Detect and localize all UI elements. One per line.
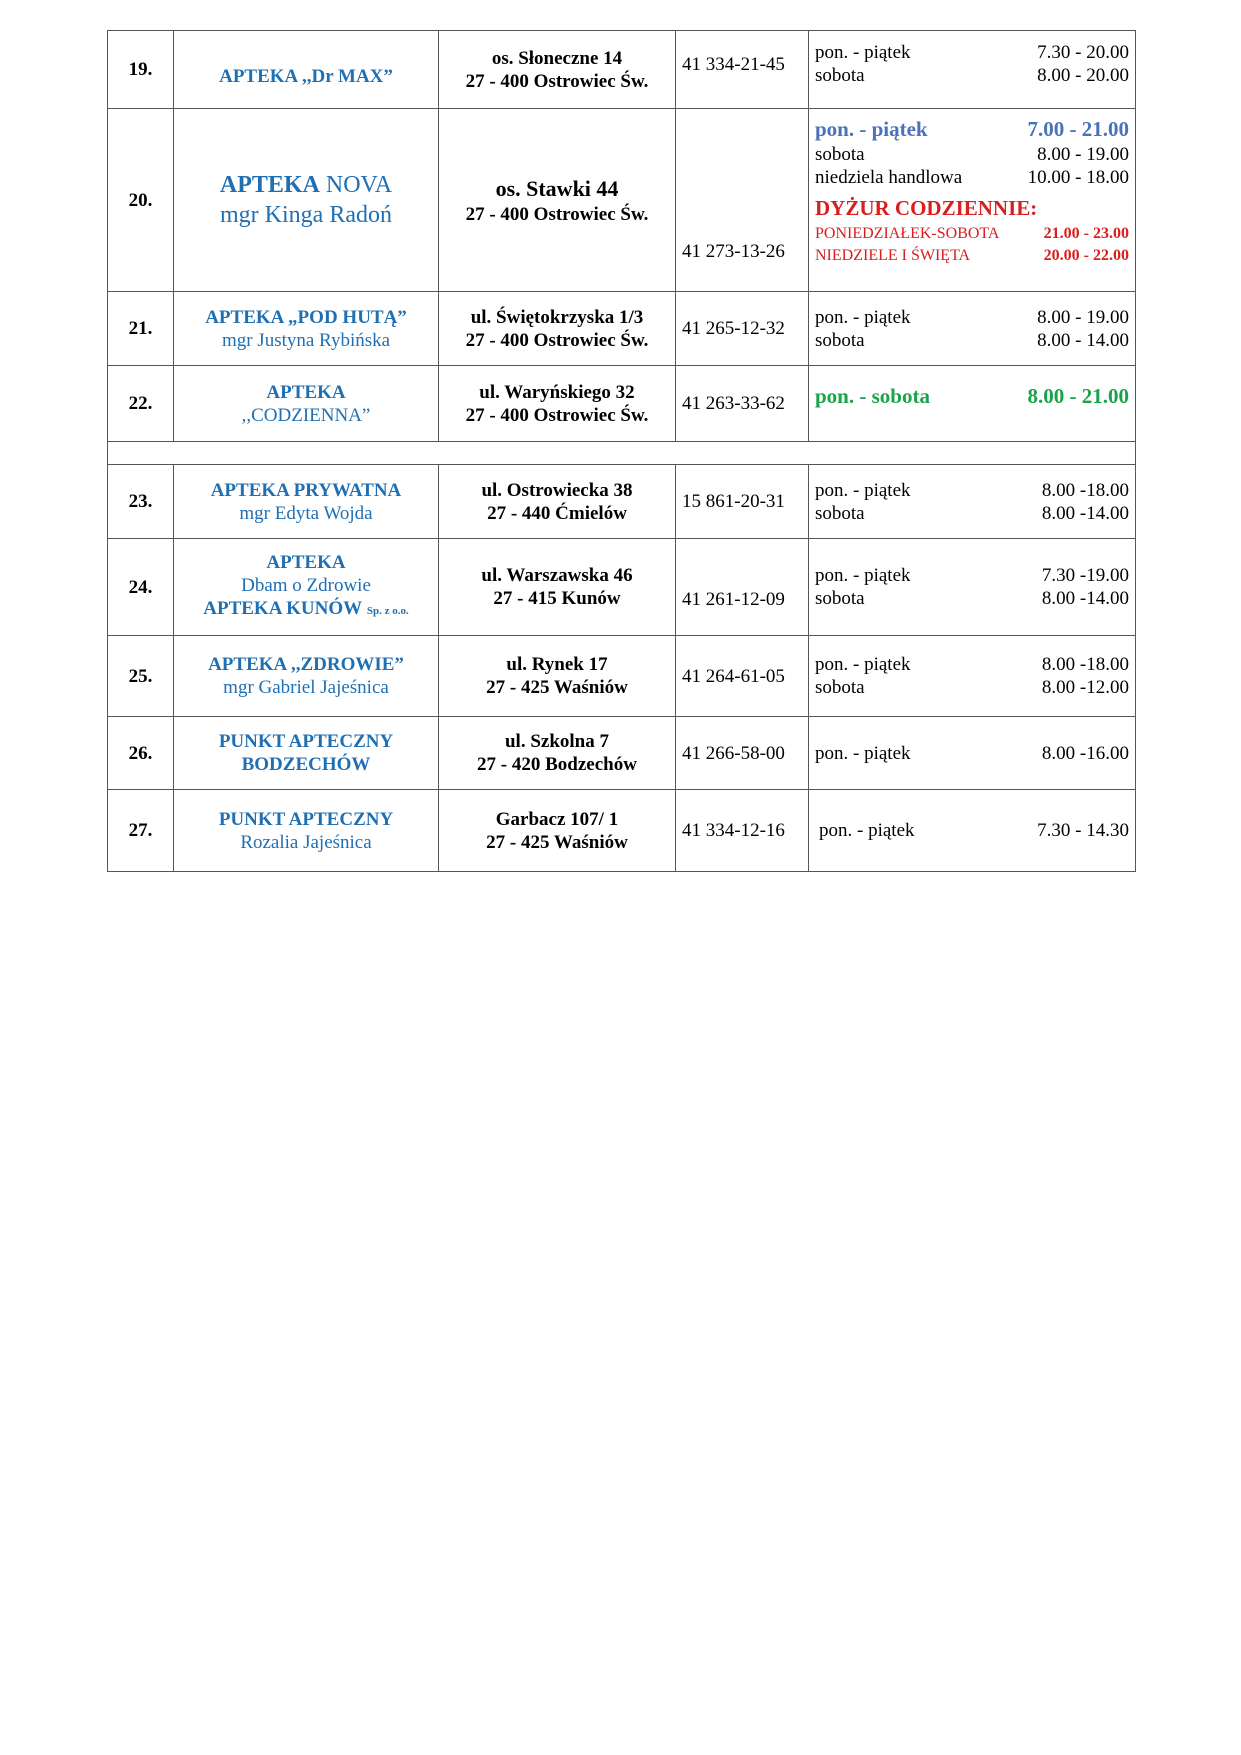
hours-row: pon. - piątek 7.30 - 14.30: [819, 820, 1129, 841]
pharmacy-name: [174, 717, 439, 790]
address-street: os. Stawki 44: [495, 175, 619, 201]
table-row: [108, 636, 1136, 717]
pharmacy-address: [439, 465, 676, 539]
hours-row-main: pon. - piątek 7.00 - 21.00: [815, 117, 1129, 141]
pharmacy-name-line: PUNKT APTECZNY: [218, 808, 394, 830]
pharmacy-name-line: APTEKA „POD HUTĄ”: [205, 306, 407, 328]
pharmacy-table: [107, 30, 1136, 872]
pharmacy-owner: mgr Kinga Radoń: [220, 202, 392, 228]
pharmacy-phone: 41 334-12-16: [676, 790, 809, 872]
pharmacy-phone: 41 265-12-32: [676, 292, 809, 366]
pharmacy-address: [439, 790, 676, 872]
row-number: 25.: [108, 636, 174, 717]
opening-hours: [809, 636, 1136, 717]
table-row: [108, 31, 1136, 109]
address-city: 27 - 425 Waśniów: [486, 677, 628, 698]
table-row: [108, 790, 1136, 872]
address-city: 27 - 415 Kunów: [493, 588, 621, 609]
address-city: 27 - 425 Waśniów: [486, 831, 628, 853]
pharmacy-name-line: PUNKT APTECZNY: [218, 731, 394, 752]
row-number: 23.: [108, 465, 174, 539]
address-street: ul. Rynek 17: [506, 654, 608, 675]
pharmacy-phone: 41 273-13-26: [676, 109, 809, 292]
pharmacy-name-line: APTEKA NOVA: [219, 172, 393, 198]
pharmacy-address: [439, 717, 676, 790]
hours-row: sobota 8.00 -14.00: [815, 502, 1129, 524]
row-number: 19.: [108, 31, 174, 109]
pharmacy-name-line: APTEKA ,,ZDROWIE”: [208, 654, 404, 675]
hours-row: pon. - piątek 7.30 - 20.00: [815, 42, 1129, 63]
address-street: ul. Ostrowiecka 38: [481, 479, 633, 501]
opening-hours: [809, 109, 1136, 292]
pharmacy-owner: mgr Gabriel Jajeśnica: [223, 677, 389, 698]
pharmacy-phone: 41 264-61-05: [676, 636, 809, 717]
table-row: [108, 717, 1136, 790]
pharmacy-name-line: APTEKA: [266, 552, 346, 573]
opening-hours: [809, 31, 1136, 109]
address-street: os. Słoneczne 14: [491, 47, 623, 69]
pharmacy-name-line: BODZECHÓW: [241, 754, 371, 775]
address-street: Garbacz 107/ 1: [495, 808, 619, 830]
pharmacy-name: [174, 465, 439, 539]
hours-row: niedziela handlowa 10.00 - 18.00: [815, 167, 1129, 188]
hours-row: sobota 8.00 - 20.00: [815, 65, 1129, 86]
pharmacy-name-line: Dbam o Zdrowie: [241, 575, 371, 596]
table-row-spacer: [108, 442, 1136, 465]
opening-hours: [809, 539, 1136, 636]
row-number: 21.: [108, 292, 174, 366]
pharmacy-address: [439, 366, 676, 442]
row-number: 26.: [108, 717, 174, 790]
pharmacy-name: [174, 31, 439, 109]
row-number: 22.: [108, 366, 174, 442]
hours-row: pon. - piątek 8.00 -18.00: [815, 654, 1129, 675]
pharmacy-phone: 41 266-58-00: [676, 717, 809, 790]
pharmacy-name: [174, 636, 439, 717]
opening-hours: [809, 465, 1136, 539]
pharmacy-name: [174, 790, 439, 872]
pharmacy-owner: Rozalia Jajeśnica: [240, 831, 372, 853]
hours-row: pon. - piątek 7.30 -19.00: [815, 565, 1129, 586]
hours-row: pon. - piątek 8.00 -16.00: [815, 742, 1129, 764]
duty-row: PONIEDZIAŁEK-SOBOTA 21.00 - 23.00: [815, 225, 1129, 242]
pharmacy-address: [439, 109, 676, 292]
pharmacy-name: [174, 539, 439, 636]
opening-hours: [809, 717, 1136, 790]
row-number: 27.: [108, 790, 174, 872]
pharmacy-name-line: ,,CODZIENNA”: [241, 404, 371, 426]
hours-row: sobota 8.00 -14.00: [815, 588, 1129, 609]
pharmacy-address: [439, 636, 676, 717]
pharmacy-name-line: APTEKA: [266, 381, 346, 403]
address-street: ul. Waryńskiego 32: [479, 381, 635, 403]
pharmacy-phone: 41 334-21-45: [676, 31, 809, 109]
address-city: 27 - 420 Bodzechów: [477, 754, 637, 775]
opening-hours: [809, 366, 1136, 442]
pharmacy-owner: mgr Justyna Rybińska: [221, 329, 391, 351]
hours-row: pon. - piątek 8.00 - 19.00: [815, 306, 1129, 328]
pharmacy-name: [174, 292, 439, 366]
row-number: 24.: [108, 539, 174, 636]
address-street: ul. Warszawska 46: [481, 565, 633, 586]
opening-hours: [809, 790, 1136, 872]
hours-row: sobota 8.00 -12.00: [815, 677, 1129, 698]
pharmacy-address: [439, 539, 676, 636]
pharmacy-phone: 41 261-12-09: [676, 539, 809, 636]
duty-row: NIEDZIELE I ŚWIĘTA 20.00 - 22.00: [815, 247, 1129, 264]
address-city: 27 - 400 Ostrowiec Św.: [465, 203, 649, 225]
pharmacy-name: [174, 366, 439, 442]
pharmacy-name-line: APTEKA ,,Dr MAX”: [219, 66, 393, 87]
pharmacy-name-line: APTEKA KUNÓW Sp. z o.o.: [203, 598, 409, 619]
row-number: 20.: [108, 109, 174, 292]
table-row: [108, 465, 1136, 539]
hours-row: sobota 8.00 - 14.00: [815, 329, 1129, 351]
address-city: 27 - 400 Ostrowiec Św.: [465, 404, 649, 426]
table-row: [108, 109, 1136, 292]
pharmacy-name-line: APTEKA PRYWATNA: [210, 479, 402, 501]
hours-row: sobota 8.00 - 19.00: [815, 144, 1129, 165]
opening-hours: [809, 292, 1136, 366]
address-city: 27 - 400 Ostrowiec Św.: [465, 70, 649, 92]
pharmacy-name: [174, 109, 439, 292]
pharmacy-address: [439, 31, 676, 109]
address-city: 27 - 440 Ćmielów: [487, 502, 627, 524]
address-street: ul. Szkolna 7: [504, 731, 609, 752]
pharmacy-address: [439, 292, 676, 366]
pharmacy-owner: mgr Edyta Wojda: [239, 502, 373, 524]
table-row: [108, 292, 1136, 366]
pharmacy-phone: 15 861-20-31: [676, 465, 809, 539]
table-row: [108, 539, 1136, 636]
address-city: 27 - 400 Ostrowiec Św.: [465, 329, 649, 351]
hours-row-main: pon. - sobota 8.00 - 21.00: [815, 384, 1129, 408]
hours-row: pon. - piątek 8.00 -18.00: [815, 479, 1129, 501]
pharmacy-phone: 41 263-33-62: [676, 366, 809, 442]
table-row: [108, 366, 1136, 442]
address-street: ul. Świętokrzyska 1/3: [470, 306, 644, 328]
duty-title: DYŻUR CODZIENNIE:: [815, 196, 1038, 220]
